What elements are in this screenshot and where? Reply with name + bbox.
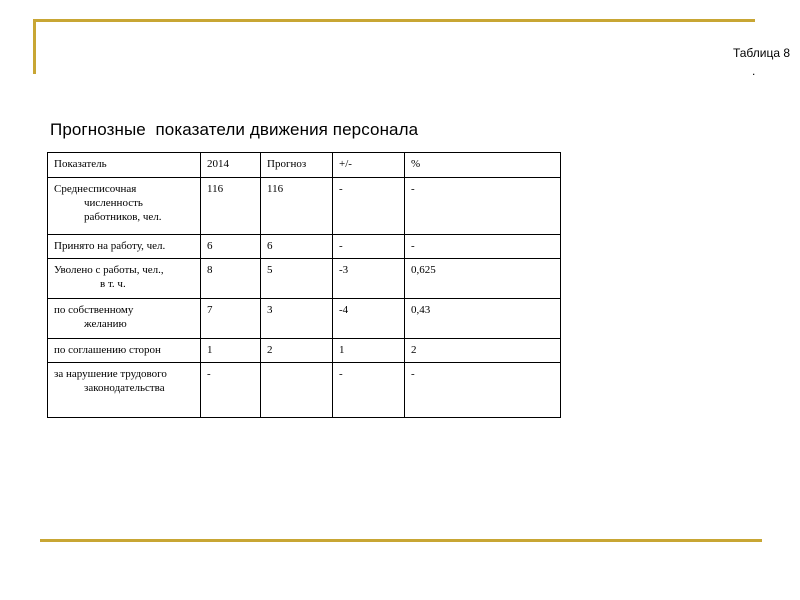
- cell-diff: -: [333, 178, 405, 235]
- cell-percent: 2: [405, 339, 561, 363]
- cell-2014: 8: [201, 259, 261, 299]
- row-label: [48, 363, 201, 418]
- label-line: желанию: [84, 318, 127, 330]
- label-line: законодательства: [84, 382, 165, 394]
- table-row: [48, 235, 561, 259]
- header-cell: +/-: [333, 153, 405, 178]
- label-line: в т. ч.: [100, 278, 126, 290]
- cell-2014: -: [201, 363, 261, 418]
- cell-percent: -: [405, 235, 561, 259]
- cell-diff: -4: [333, 299, 405, 339]
- label-line: работников, чел.: [84, 211, 162, 223]
- cell-2014: 1: [201, 339, 261, 363]
- cell-2014: 6: [201, 235, 261, 259]
- label-line: численность: [84, 197, 143, 209]
- bottom-rule: [40, 539, 762, 542]
- cell-percent: -: [405, 363, 561, 418]
- row-label: [48, 299, 201, 339]
- row-label: [48, 339, 201, 363]
- top-rule-vertical: [33, 19, 36, 74]
- personnel-forecast-table: [47, 152, 561, 418]
- top-rule-horizontal: [33, 19, 755, 22]
- table-row: [48, 259, 561, 299]
- label-line: Среднесписочная: [54, 183, 137, 195]
- table-row: [48, 299, 561, 339]
- cell-diff: 1: [333, 339, 405, 363]
- page-title: Прогнозные показатели движения персонала: [50, 120, 419, 139]
- label-line: Принято на работу, чел.: [54, 240, 166, 252]
- cell-diff: -3: [333, 259, 405, 299]
- cell-percent: 0,43: [405, 299, 561, 339]
- cell-diff: -: [333, 363, 405, 418]
- cell-forecast: 116: [261, 178, 333, 235]
- caption-dot: .: [752, 64, 756, 78]
- row-label: [48, 259, 201, 299]
- label-line: по соглашению сторон: [54, 344, 161, 356]
- cell-percent: -: [405, 178, 561, 235]
- header-cell: 2014: [201, 153, 261, 178]
- row-label: [48, 178, 201, 235]
- cell-forecast: 5: [261, 259, 333, 299]
- table-row: [48, 339, 561, 363]
- cell-forecast: 6: [261, 235, 333, 259]
- cell-2014: 7: [201, 299, 261, 339]
- header-cell: Показатель: [48, 153, 201, 178]
- cell-forecast: [261, 363, 333, 418]
- table-header-row: [48, 153, 561, 178]
- cell-forecast: 2: [261, 339, 333, 363]
- cell-forecast: 3: [261, 299, 333, 339]
- label-line: Уволено с работы, чел.,: [54, 264, 164, 276]
- table-caption: Таблица 8: [732, 46, 790, 60]
- cell-percent: 0,625: [405, 259, 561, 299]
- row-label: [48, 235, 201, 259]
- cell-2014: 116: [201, 178, 261, 235]
- table-row: [48, 363, 561, 418]
- label-line: по собственному: [54, 304, 134, 316]
- header-cell: Прогноз: [261, 153, 333, 178]
- label-line: за нарушение трудового: [54, 368, 167, 380]
- table-row: [48, 178, 561, 235]
- cell-diff: -: [333, 235, 405, 259]
- header-cell: %: [405, 153, 561, 178]
